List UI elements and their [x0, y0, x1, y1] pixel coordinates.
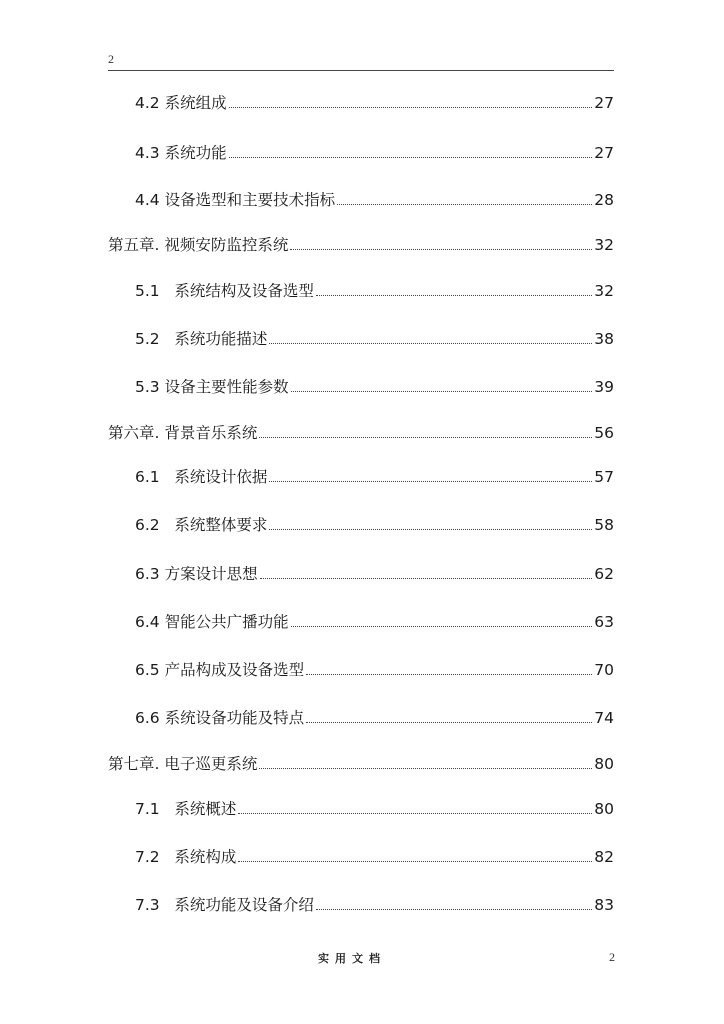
toc-section-entry[interactable] [135, 707, 614, 729]
toc-dot-leader [259, 767, 592, 769]
toc-section-entry[interactable] [135, 846, 614, 868]
toc-chapter-entry[interactable] [108, 753, 614, 775]
toc-dot-leader [269, 480, 592, 482]
toc-dot-leader [229, 156, 593, 158]
toc-entry-page-number: 80 [594, 800, 614, 818]
toc-dot-leader [306, 721, 592, 723]
toc-dot-leader [238, 860, 592, 862]
toc-entry-page-number: 74 [594, 709, 614, 727]
toc-entry-title: 6.1 系统设计依据 [135, 468, 268, 486]
toc-dot-leader [290, 248, 592, 250]
toc-entry-title: 6.2 系统整体要求 [135, 516, 268, 534]
toc-chapter-entry[interactable] [108, 422, 614, 444]
toc-entry-page-number: 27 [594, 94, 614, 112]
toc-entry-title: 5.1 系统结构及设备选型 [135, 282, 314, 300]
toc-entry-title: 4.2 系统组成 [135, 94, 227, 112]
toc-dot-leader [269, 528, 592, 530]
toc-dot-leader [337, 203, 592, 205]
toc-entry-title: 5.2 系统功能描述 [135, 330, 268, 348]
toc-section-entry[interactable] [135, 611, 614, 633]
toc-dot-leader [260, 577, 593, 579]
toc-dot-leader [306, 673, 592, 675]
toc-section-entry[interactable] [135, 280, 614, 302]
toc-entry-page-number: 38 [594, 330, 614, 348]
toc-section-entry[interactable] [135, 514, 614, 536]
toc-entry-title: 7.3 系统功能及设备介绍 [135, 896, 314, 914]
toc-entry-page-number: 28 [594, 191, 614, 209]
toc-entry-page-number: 58 [594, 516, 614, 534]
toc-entry-page-number: 83 [594, 896, 614, 914]
toc-entry-title: 6.5 产品构成及设备选型 [135, 661, 305, 679]
toc-entry-page-number: 82 [594, 848, 614, 866]
toc-section-entry[interactable] [135, 659, 614, 681]
toc-entry-title: 5.3 设备主要性能参数 [135, 378, 289, 396]
toc-section-entry[interactable] [135, 189, 614, 211]
toc-section-entry[interactable] [135, 92, 614, 114]
toc-entry-page-number: 70 [594, 661, 614, 679]
toc-chapter-entry[interactable] [108, 234, 614, 256]
toc-entry-page-number: 27 [594, 144, 614, 162]
toc-entry-page-number: 39 [594, 378, 614, 396]
toc-dot-leader [291, 390, 593, 392]
toc-dot-leader [229, 106, 593, 108]
footer-title: 实用文档 [318, 952, 386, 965]
toc-section-entry[interactable] [135, 894, 614, 916]
toc-entry-title: 7.1 系统概述 [135, 800, 237, 818]
toc-section-entry[interactable] [135, 376, 614, 398]
toc-entry-title: 4.3 系统功能 [135, 144, 227, 162]
toc-dot-leader [238, 812, 592, 814]
toc-dot-leader [316, 908, 592, 910]
toc-entry-title: 6.3 方案设计思想 [135, 565, 258, 583]
toc-entry-title: 第六章. 背景音乐系统 [108, 424, 258, 442]
toc-entry-page-number: 32 [594, 236, 614, 254]
toc-dot-leader [269, 342, 592, 344]
toc-entry-title: 第五章. 视频安防监控系统 [108, 236, 289, 254]
toc-entry-page-number: 80 [594, 755, 614, 773]
toc-dot-leader [259, 436, 592, 438]
toc-section-entry[interactable] [135, 798, 614, 820]
toc-entry-page-number: 57 [594, 468, 614, 486]
toc-entry-title: 第七章. 电子巡更系统 [108, 755, 258, 773]
toc-entry-title: 6.4 智能公共广播功能 [135, 613, 289, 631]
toc-section-entry[interactable] [135, 563, 614, 585]
toc-entry-page-number: 32 [594, 282, 614, 300]
toc-entry-page-number: 62 [594, 565, 614, 583]
toc-entry-title: 7.2 系统构成 [135, 848, 237, 866]
toc-entry-title: 6.6 系统设备功能及特点 [135, 709, 305, 727]
toc-dot-leader [291, 625, 593, 627]
toc-dot-leader [316, 294, 592, 296]
toc-section-entry[interactable] [135, 466, 614, 488]
toc-entry-page-number: 63 [594, 613, 614, 631]
toc-section-entry[interactable] [135, 142, 614, 164]
toc-entry-title: 4.4 设备选型和主要技术指标 [135, 191, 336, 209]
toc-section-entry[interactable] [135, 328, 614, 350]
toc-entry-page-number: 56 [594, 424, 614, 442]
header-page-number: 2 [108, 52, 114, 66]
footer-page-number: 2 [609, 950, 615, 964]
